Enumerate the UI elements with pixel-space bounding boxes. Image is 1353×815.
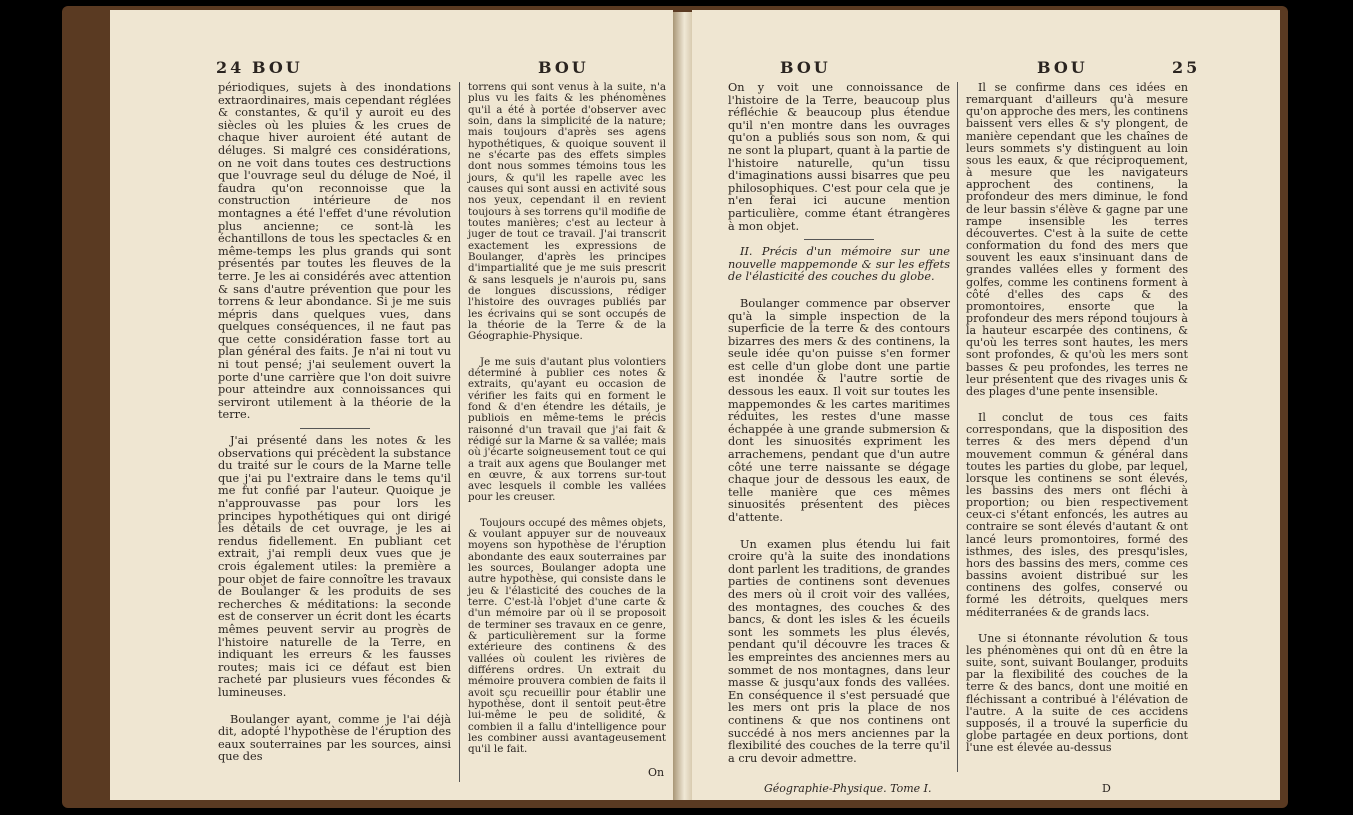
right-column-2 bbox=[966, 82, 1188, 754]
paragraph: périodiques, sujets à des inondations extraordinaires, mais cependant réglées & constantes, & qu'il y auroit eu des siècles où les pluies & les crues de chaque hiver auroient été autant de déluges. Si malgré ces considérations, on ne voit dans toutes ces destructions que l'ouvrage seul du déluge de Noé, il faudra qu'on reconnoisse que la construction intérieure de nos montagnes a été l'effet d'une révolution plus ancienne; ce sont-là les échantillons de tous les spectacles & en même-temps les plus grands qui sont présentés par toutes les fleuves de la terre. Je les ai considérés avec attention & sans d'autre prévention que pour les torrens & leur abondance. Si je me suis mépris dans quelques vues, dans quelques conséquences, il ne faut pas que cette considération fasse tort au plan général des faits. Je n'ai ni tout vu ni tout pensé; j'ai seulement ouvert la porte d'une carrière que l'on doit suivre pour atteindre aux connoissances qui serviront utilement à la théorie de la terre. bbox=[218, 81, 451, 422]
paragraph: Il se confirme dans ces idées en remarquant d'ailleurs qu'à mesure qu'on approche des mers, les continens baissent vers elles & s'y plongent, de manière cependant que les chaînes de leurs sommets s'y distinguent au loin sous les eaux, & que réciproquement, à mesure que les navigateurs approchent des continens, la profondeur des mers diminue, le fond de leur bassin s'élève & gagne par une rampe insensible les terres découvertes. C'est à la suite de cette conformation du fond des mers que souvent les eaux s'insinuant dans de grandes vallées elles y forment des golfes, comme les continens forment à côté d'elles des caps & des promontoires, ensorte que la profondeur des mers répond toujours à la hauteur escarpée des continens, & qu'où les terres sont hautes, les mers sont profondes, & qu'où les mers sont basses & peu profondes, les terres ne leur présentent que des rivages unis & des plages d'une pente insensible. bbox=[966, 81, 1188, 398]
paragraph: On y voit une connoissance de l'histoire de la Terre, beaucoup plus réfléchie & beaucoup plus étendue qu'il n'en montre dans les ouvrages qu'on a publiés sous son nom, & qui ne sont la plupart, quant à la partie de l'histoire naturelle, qu'un tissu d'imaginations aussi bisarres que peu philosophiques. C'est pour cela que je n'en ferai ici aucune mention particulière, comme étant étrangères à mon objet. bbox=[728, 81, 950, 233]
right-running-head-b: BOU bbox=[1037, 58, 1088, 77]
paragraph: Toujours occupé des mêmes objets, & voulant appuyer sur de nouveaux moyens son hypothèse de l'éruption abondante des eaux souterraines par les sources, Boulanger adopta une autre hypothèse, qui consiste dans le jeu & l'élasticité des couches de la terre. C'est-là l'objet d'une carte & d'un mémoire par où il se proposoit de terminer ses travaux en ce genre, & particulièrement sur la forme extérieure des continens & des vallées où coulent les rivières de différens ordres. Un extrait du mémoire prouvera combien de faits il avoit sçu recueillir pour établir une hypothèse, dont il sentoit peut-être lui-même le peu de solidité, & combien il a fallu d'intelligence pour les combiner aussi avantageusement qu'il le fait. bbox=[468, 516, 666, 756]
column-divider bbox=[459, 82, 460, 782]
paragraph: Boulanger ayant, comme je l'ai déjà dit, adopté l'hypothèse de l'éruption des eaux souterraines par les sources, ainsi que des bbox=[218, 712, 451, 764]
left-column-2 bbox=[468, 82, 666, 756]
section-rule bbox=[300, 428, 370, 429]
left-page bbox=[110, 10, 673, 800]
paragraph: Il conclut de tous ces faits correspondans, que la disposition des terres & des mers dépend d'un mouvement commun & général dans toutes les parties du globe, par lequel, lorsque les continens se sont élevés, les bassins des mers ont fléchi à proportion; ou bien respectivement ceux-ci s'étant enfoncés, les autres au contraire se sont élevés d'autant & ont lancé leurs promontoires, formé des isthmes, des isles, des presqu'isles, hors des bassins des mers, comme ces bassins avoient distribué sur les continens des golfes, conservé ou formé les détroits, quelques mers méditerranées & de grands lacs. bbox=[966, 411, 1188, 619]
signature-mark: D bbox=[1102, 782, 1111, 795]
left-column-1 bbox=[218, 82, 451, 764]
book-gutter bbox=[673, 12, 692, 800]
right-page bbox=[692, 10, 1280, 800]
signature-line: Géographie-Physique. Tome I. bbox=[764, 782, 932, 795]
left-running-head-a: BOU bbox=[252, 58, 303, 77]
left-running-head-b: BOU bbox=[538, 58, 589, 77]
section-heading: II. Précis d'un mémoire sur une nouvelle mappemonde & sur les effets de l'élasticité des couches du globe. bbox=[728, 245, 950, 284]
paragraph: Une si étonnante révolution & tous les phénomènes qui ont dû en être la suite, sont, suivant Boulanger, produits par la flexibilité des couches de la terre & des bancs, dont une moitié en fléchissant a contribué à l'élévation de l'autre. A la suite de ces accidens supposés, il a trouvé la superficie du globe partagée en deux portions, dont l'une est élevée au-dessus bbox=[966, 631, 1188, 755]
paragraph: torrens qui sont venus à la suite, n'a plus vu les faits & les phénomènes qu'il a été à portée d'observer avec soin, dans la simplicité de la nature; mais toujours d'après ses agens hypothétiques, & quoique souvent il ne s'écarte pas des effets simples dont nous sommes témoins tous les jours, & qu'il les rapelle avec les causes qui sont aussi en activité sous nos yeux, cependant il en revient toujours à ses torrens qu'il modifie de toutes manières; c'est au lecteur à juger de tout ce travail. J'ai transcrit exactement les expressions de Boulanger, d'après les principes d'impartialité que je me suis prescrit & sans lesquels je n'aurois pu, sans de longues discussions, rédiger l'histoire des ouvrages publiés par les écrivains qui se sont occupés de la théorie de la Terre & de la Géographie-Physique. bbox=[468, 81, 666, 343]
paragraph: Un examen plus étendu lui fait croire qu'à la suite des inondations dont parlent les traditions, de grandes parties de continens sont devenues des mers où il croit voir des vallées, des montagnes, des couches & des bancs, & dont les isles & les écueils sont les sommets les plus élevés, pendant qu'il découvre les traces & les empreintes des anciennes mers au sommet de nos montagnes, dans leur masse & jusqu'aux fonds des vallées. En conséquence il s'est persuadé que les mers ont pris la place de nos continens & que nos continens ont succédé à nos mers anciennes par la flexibilité des couches de la terre qu'il a cru devoir admettre. bbox=[728, 537, 950, 765]
paragraph: Je me suis d'autant plus volontiers déterminé à publier ces notes & extraits, qu'ayant eu occasion de vérifier les faits qui en forment le fond & d'en étendre les détails, je publiois en même-tems le précis raisonné d'un travail que j'ai fait & rédigé sur la Marne & sa vallée; mais où j'écarte soigneusement tout ce qui a trait aux agens que Boulanger met en œuvre, & aux torrens sur-tout avec lesquels il comble les vallées pour les creuser. bbox=[468, 355, 666, 504]
right-column-1 bbox=[728, 82, 950, 765]
column-divider bbox=[957, 82, 958, 772]
paragraph: J'ai présenté dans les notes & les observations qui précèdent la substance du traité sur le cours de la Marne telle que j'ai pu l'extraire dans le tems qu'il me fut confié par l'auteur. Quoique je n'approuvasse pas pour lors les principes hypothétiques qui ont dirigé les détails de cet ouvrage, je les ai rendus fidellement. En publiant cet extrait, j'ai rempli deux vues que je crois également utiles: la première a pour objet de faire connoître les travaux de Boulanger & les produits de ses recherches & méditations: la seconde est de conserver un écrit dont les écarts mêmes peuvent servir au progrès de l'histoire naturelle de la Terre, en indiquant les erreurs & les fausses routes; mais ici ce défaut est bien racheté par plusieurs vues fécondes & lumineuses. bbox=[218, 434, 451, 699]
right-running-head-a: BOU bbox=[780, 58, 831, 77]
section-rule bbox=[804, 239, 874, 240]
left-page-number: 24 bbox=[216, 58, 245, 77]
right-page-number: 25 bbox=[1172, 58, 1201, 77]
catchword: On bbox=[648, 766, 665, 779]
paragraph: Boulanger commence par observer qu'à la simple inspection de la superficie de la terre & des contours bizarres des mers & des continens, la seule idée qu'on puisse s'en former est celle d'un globe dont une partie est inondée & l'autre sortie de dessous les eaux. Il voit sur toutes les mappemondes & les cartes maritimes réduites, les restes d'une masse échappée à une grande submersion & dont les sinuosités expriment les arrachemens, pendant que d'un autre côté une terre naissante se dégage chaque jour de dessous les eaux, de telle manière que ces mêmes sinuosités présentent des pièces d'attente. bbox=[728, 296, 950, 524]
